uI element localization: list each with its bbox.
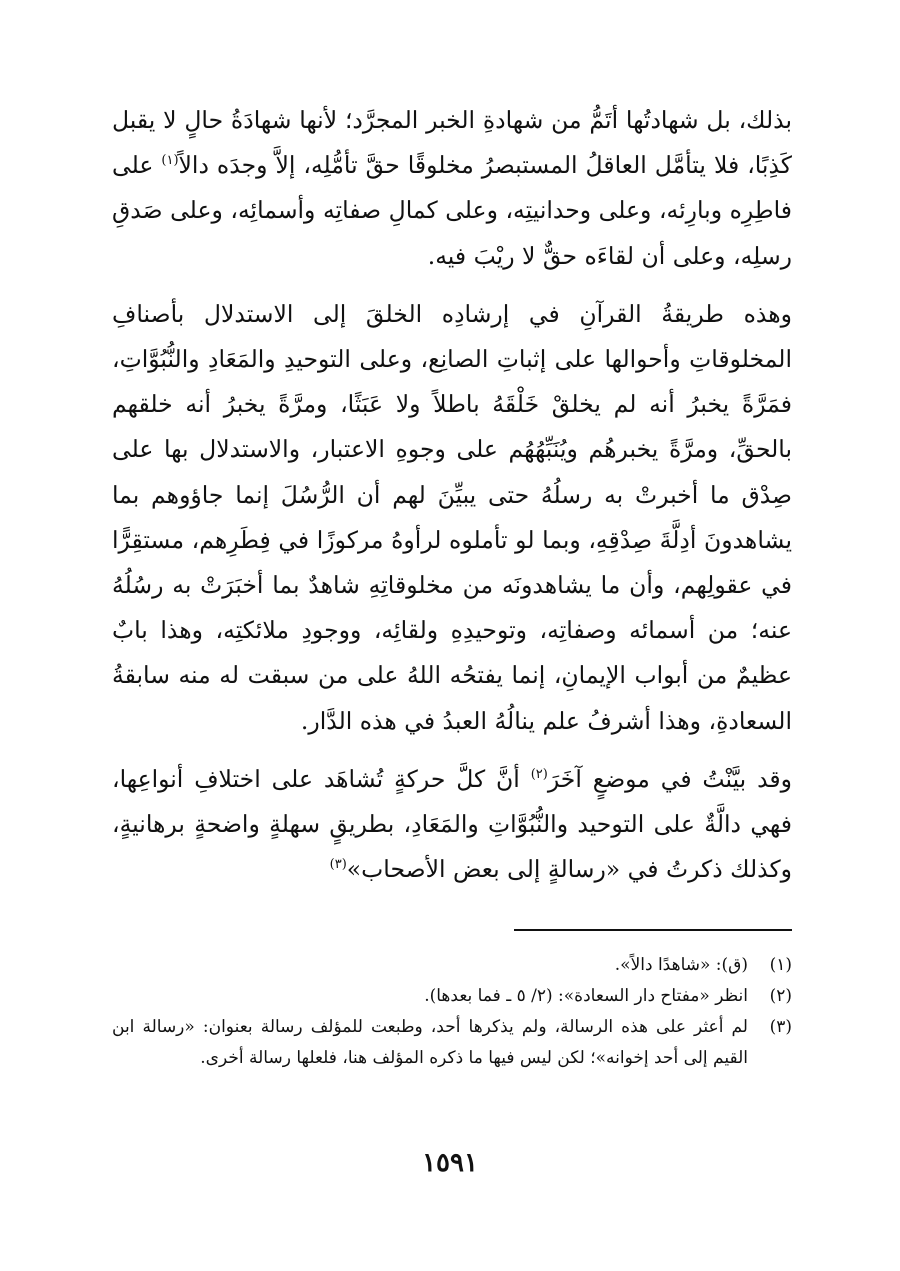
footnote-text: لم أعثر على هذه الرسالة، ولم يذكرها أحد، وطبعت للمؤلف رسالة بعنوان: «رسالة ابن القيم إلى أحد إخوانه»؛ لكن ليس فيها ما ذكره المؤلف هنا، فلعلها رسالة أخرى. bbox=[112, 1017, 748, 1068]
paragraph-3 bbox=[112, 757, 792, 893]
footnote-3 bbox=[112, 1012, 792, 1074]
footnote-1 bbox=[112, 950, 792, 981]
paragraph-3-text: وقد بيَّنْتُ في موضعٍ آخَرَ bbox=[547, 764, 792, 793]
footnote-separator bbox=[514, 929, 792, 931]
footnote-number: (١) bbox=[769, 955, 792, 975]
footnote-number: (٢) bbox=[769, 986, 792, 1006]
footnote-2 bbox=[112, 981, 792, 1012]
footnote-text: (ق): «شاهدًا دالاً». bbox=[614, 955, 748, 975]
paragraph-2-text: وهذه طريقةُ القرآنِ في إرشادِه الخلقَ إلى الاستدلال بأصنافِ المخلوقاتِ وأحوالها على إثباتِ الصانِع، وعلى التوحيدِ والمَعَادِ والنُّبُوَّاتِ، فمَرَّةً يخبرُ أنه لم يخلقْ خَلْقَهُ باطلاً ولا عَبَثًا، ومرَّةً يخبرُ أنه خلقهم بالحقِّ، ومرَّةً يخبرهُم ويُنَبِّهُهُم على وجوهِ الاعتبار، والاستدلال بها على صِدْق ما أخبرتْ به رسلُهُ حتى يبيِّنَ لهم أن الرُّسُلَ إنما جاؤوهم بما يشاهدونَ أدِلَّةَ صِدْقِهِ، وبما لو تأملوه لرأوهُ مركوزًا في فِطَرِهم، مستقِرًّا في عقولِهم، وأن ما يشاهدونَه من مخلوقاتِهِ شاهدٌ بما أخبَرَتْ به رسُلُهُ عنه؛ من أسمائه وصفاتِه، وتوحيدِهِ ولقائِه، ووجودِ ملائكتِه، وهذا بابٌ عظيمٌ من أبواب الإيمانِ، إنما يفتحُه اللهُ على من سبقت له منه سابقةُ السعادةِ، وهذا أشرفُ علم ينالُهُ العبدُ في هذه الدَّار. bbox=[112, 299, 792, 735]
paragraph-3-text-mid: أنَّ كلَّ حركةٍ تُشاهَد على اختلافِ أنواعِها، فهي دالَّةٌ على التوحيد والنُّبُوَّاتِ والمَعَادِ، بطريقٍ سهلةٍ واضحةٍ برهانيةٍ، وكذلك ذكرتُ في «رسالةٍ إلى بعض الأصحاب» bbox=[112, 764, 792, 884]
paragraph-1 bbox=[112, 98, 792, 279]
page-number: ١٥٩١ bbox=[422, 1148, 478, 1178]
footnote-reference-3: (٣) bbox=[329, 857, 347, 873]
footnotes bbox=[112, 950, 792, 1074]
paragraph-1-text: بذلك، بل شهادتُها أتَمُّ من شهادةِ الخبر المجرَّد؛ لأنها شهادَةُ حالٍ لا يقبل كَذِبًا، فلا يتأمَّل العاقلُ المستبصرُ مخلوقًا حقَّ تأمُّلِه، إلاَّ وجدَه دالاً bbox=[112, 106, 792, 180]
paragraph-1-text-tail: على فاطِرِه وبارِئه، وعلى وحدانيتِه، وعلى كمالِ صفاتِه وأسمائِه، وعلى صَدقِ رسلِه، وعلى أن لقاءَه حقٌّ لا ريْبَ فيه. bbox=[112, 151, 792, 270]
footnote-text: انظر «مفتاح دار السعادة»: (٢/ ٥ ـ فما بعدها). bbox=[424, 986, 748, 1006]
footnote-reference-2: (٢) bbox=[530, 767, 548, 783]
paragraph-2 bbox=[112, 292, 792, 744]
main-text bbox=[112, 98, 792, 892]
footnote-reference-1: (١) bbox=[161, 153, 179, 169]
footnote-number: (٣) bbox=[769, 1017, 792, 1037]
